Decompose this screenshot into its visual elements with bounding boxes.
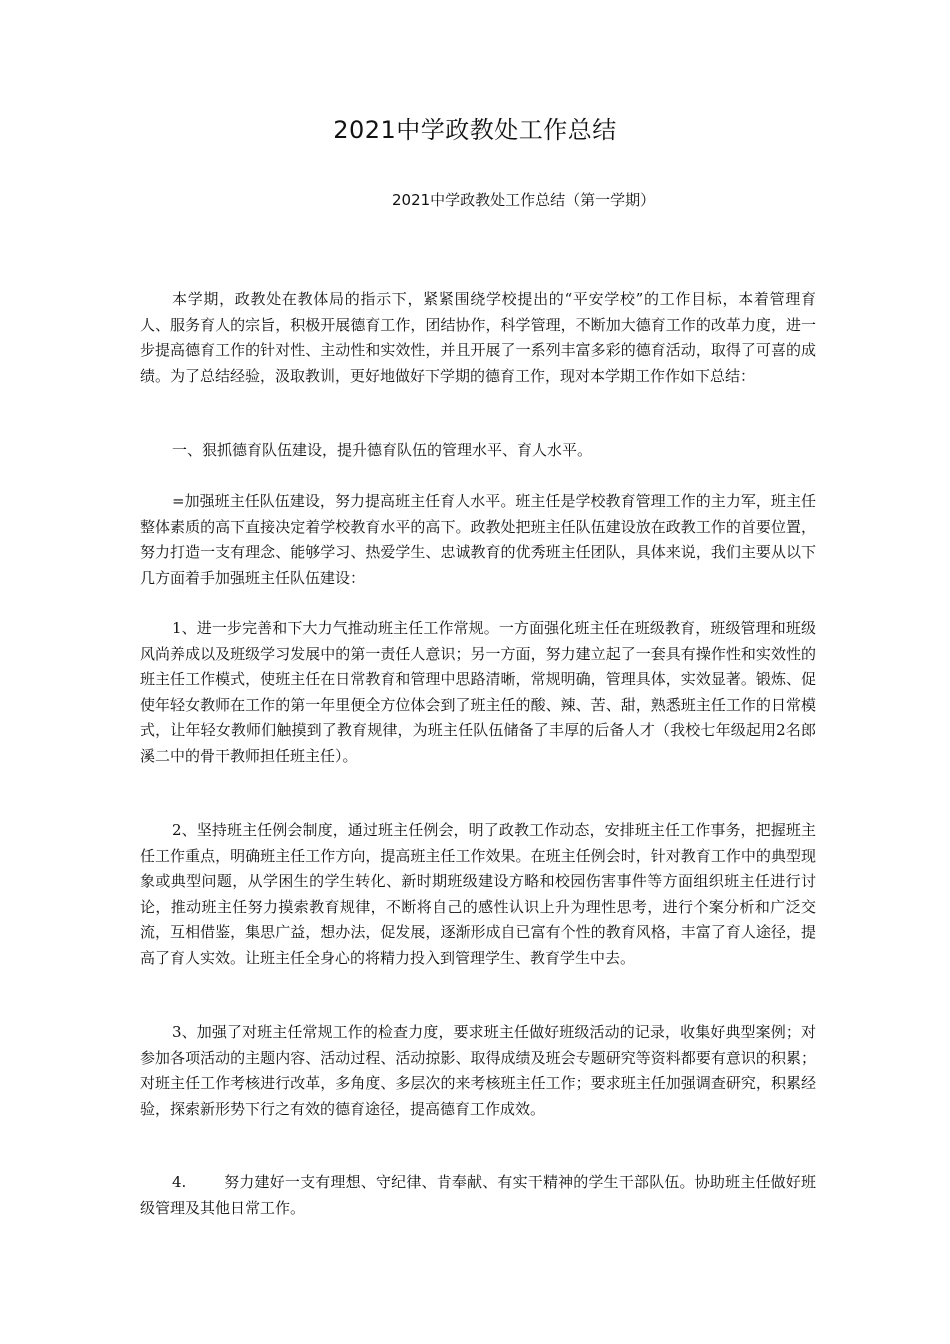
section-heading-1: 一、狠抓德育队伍建设，提升德育队伍的管理水平、育人水平。 [172,441,593,459]
document-title: 2021中学政教处工作总结 [333,116,617,144]
item-4-text: 努力建好一支有理想、守纪律、肯奉献、有实干精神的学生干部队伍。协助班主任做好班级管理及其他日常工作。 [140,1173,816,1217]
paragraph-team-building: =加强班主任队伍建设，努力提高班主任育人水平。班主任是学校教育管理工作的主力军，班主任整体素质的高下直接决定着学校教育水平的高下。政教处把班主任队伍建设放在政教工作的首要位置，努力打造一支有理念、能够学习、热爱学生、忠诚教育的优秀班主任团队，具体来说，我们主要从以下几方面着手加强班主任队伍建设： [140,492,816,587]
item-4-number: 4. [172,1173,187,1191]
document-subtitle: 2021中学政教处工作总结（第一学期） [392,191,656,209]
paragraph-item-2: 2、坚持班主任例会制度，通过班主任例会，明了政教工作动态，安排班主任工作事务，把握班主任工作重点，明确班主任工作方向，提高班主任工作效果。在班主任例会时，针对教育工作中的典型现象或典型问题，从学困生的学生转化、新时期班级建设方略和校园伤害事件等方面组织班主任进行讨论，推动班主任努力摸索教育规律，不断将自己的感性认识上升为理性思考，进行个案分析和广泛交流，互相借鉴，集思广益，想办法，促发展，逐渐形成自已富有个性的教育风格，丰富了育人途径，提高了育人实效。让班主任全身心的将精力投入到管理学生、教育学生中去。 [140,821,816,967]
paragraph-item-4 [140,1170,816,1221]
paragraph-item-3: 3、加强了对班主任常规工作的检查力度，要求班主任做好班级活动的记录，收集好典型案例；对参加各项活动的主题内容、活动过程、活动掠影、取得成绩及班会专题研究等资料都要有意识的积累；对班主任工作考核进行改革，多角度、多层次的来考核班主任工作；要求班主任加强调查研究，积累经验，探索新形势下行之有效的德育途径，提高德育工作成效。 [140,1023,816,1118]
paragraph-item-1: 1、进一步完善和下大力气推动班主任工作常规。一方面强化班主任在班级教育，班级管理和班级风尚养成以及班级学习发展中的第一责任人意识；另一方面，努力建立起了一套具有操作性和实效性的班主任工作模式，使班主任在日常教育和管理中思路清晰，常规明确，管理具体，实效显著。锻炼、促使年轻女教师在工作的第一年里便全方位体会到了班主任的酸、辣、苦、甜，熟悉班主任工作的日常模式，让年轻女教师们触摸到了教育规律，为班主任队伍储备了丰厚的后备人才（我校七年级起用2名郎溪二中的骨干教师担任班主任）。 [140,619,816,765]
paragraph-intro: 本学期，政教处在教体局的指示下，紧紧围绕学校提出的“平安学校”的工作目标，本着管理育人、服务育人的宗旨，积极开展德育工作，团结协作，科学管理，不断加大德育工作的改革力度，进一步提高德育工作的针对性、主动性和实效性，并且开展了一系列丰富多彩的德育活动，取得了可喜的成绩。为了总结经验，汲取教训，更好地做好下学期的德育工作，现对本学期工作作如下总结： [140,290,816,385]
